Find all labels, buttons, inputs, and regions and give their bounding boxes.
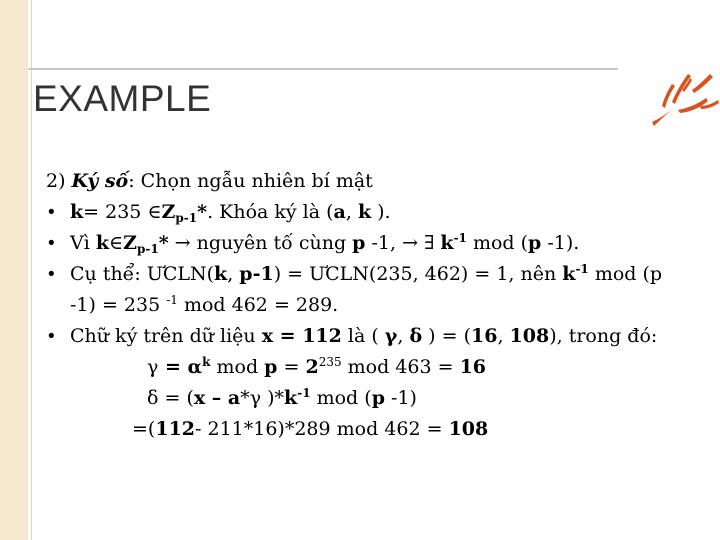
- text: -1: [252, 263, 274, 285]
- text: k: [284, 387, 298, 409]
- text: Z: [123, 232, 137, 254]
- text: *: [158, 232, 169, 254]
- text: p: [528, 232, 542, 254]
- formula-delta-result: [46, 414, 716, 445]
- text: mod 463 =: [341, 356, 460, 378]
- text: ).: [371, 201, 391, 223]
- text: k: [562, 263, 576, 285]
- text: =: [277, 356, 306, 378]
- text: k: [214, 263, 228, 285]
- text: k: [95, 232, 110, 254]
- text: Z: [161, 201, 176, 223]
- text: k: [440, 232, 454, 254]
- text: a: [227, 387, 241, 409]
- superscript: k: [202, 355, 211, 369]
- text: = 235: [83, 201, 148, 223]
- text: =(: [132, 418, 156, 440]
- text: p: [239, 263, 253, 285]
- superscript: -1: [297, 386, 311, 400]
- bullet-gcd-continued: [46, 290, 716, 321]
- text: → nguyên tố cùng: [168, 232, 353, 254]
- text: 108: [448, 418, 489, 440]
- text: Cụ thể: ƯCLN(: [70, 263, 215, 285]
- leaf-logo-icon: [642, 60, 720, 130]
- text: 112: [155, 418, 196, 440]
- bullet-key-choice: [46, 197, 716, 228]
- heading-emphasis: Ký số: [71, 170, 129, 192]
- text: Vì: [70, 232, 96, 254]
- text: =: [158, 356, 188, 378]
- text: . Khóa ký là (: [207, 201, 334, 223]
- superscript: -1: [575, 262, 589, 276]
- text: ,: [345, 201, 358, 223]
- text: : Chọn ngẫu nhiên bí mật: [128, 170, 373, 192]
- text: x: [193, 387, 206, 409]
- text: ,: [497, 325, 510, 347]
- text: -1): [384, 387, 417, 409]
- line-digital-signature-heading: [46, 166, 716, 197]
- superscript: -1: [453, 231, 467, 245]
- text: -1) = 235: [70, 294, 167, 316]
- text: p: [352, 232, 366, 254]
- superscript: 235: [318, 355, 342, 369]
- text: p: [371, 387, 385, 409]
- bullet-gcd: [46, 259, 716, 290]
- text: =: [273, 325, 303, 347]
- bullet-icon: •: [48, 233, 55, 254]
- text: ,: [227, 263, 240, 285]
- text: δ = (: [147, 387, 194, 409]
- text: *: [240, 387, 250, 409]
- text: 112: [302, 325, 342, 347]
- text: ) = ƯCLN(235, 462) = 1, nên: [273, 263, 563, 285]
- text: 16: [459, 356, 487, 378]
- subscript: p-1: [175, 211, 198, 225]
- delta-symbol: δ: [409, 325, 423, 347]
- text: x: [261, 325, 274, 347]
- text: mod 462 = 289.: [177, 294, 339, 316]
- bullet-icon: •: [48, 202, 55, 223]
- element-of-symbol: ∈: [109, 232, 124, 254]
- slide-body: [46, 166, 716, 445]
- text: –: [205, 387, 228, 409]
- gamma-symbol: γ: [384, 325, 398, 347]
- text: 2: [305, 356, 319, 378]
- bullet-icon: •: [48, 264, 55, 285]
- text: k: [357, 201, 372, 223]
- text: - 211*16)*289 mod 462 =: [195, 418, 449, 440]
- title-divider: [28, 68, 618, 70]
- gamma-symbol: γ: [249, 387, 262, 409]
- text: a: [333, 201, 346, 223]
- element-of-symbol: ∈: [147, 201, 162, 223]
- text: )*: [261, 387, 285, 409]
- alpha-symbol: α: [187, 356, 203, 378]
- gamma-symbol: γ: [147, 356, 159, 378]
- bullet-signature: [46, 321, 716, 352]
- formula-delta: [46, 383, 716, 414]
- text: -1).: [541, 232, 580, 254]
- text: mod (: [466, 232, 529, 254]
- text: 108: [509, 325, 550, 347]
- bullet-icon: •: [48, 326, 55, 347]
- text: mod: [210, 356, 265, 378]
- text: k: [70, 201, 84, 223]
- text: mod (p: [588, 263, 663, 285]
- text: mod (: [310, 387, 372, 409]
- subscript: p-1: [136, 242, 159, 256]
- text: p: [264, 356, 278, 378]
- left-decorative-band: [0, 0, 28, 540]
- text: Chữ ký trên dữ liệu: [70, 325, 262, 347]
- slide-title: EXAMPLE: [33, 78, 212, 119]
- text: 16: [471, 325, 498, 347]
- text: là (: [341, 325, 385, 347]
- text: ), trong đó:: [549, 325, 658, 347]
- text: ) = (: [422, 325, 471, 347]
- text: -1, → ∃: [365, 232, 441, 254]
- left-decorative-line: [31, 0, 32, 540]
- text: *: [197, 201, 208, 223]
- bullet-coprime: [46, 228, 716, 259]
- text: 2): [46, 170, 72, 192]
- superscript: -1: [166, 293, 178, 307]
- text: ,: [397, 325, 410, 347]
- formula-gamma: [46, 352, 716, 383]
